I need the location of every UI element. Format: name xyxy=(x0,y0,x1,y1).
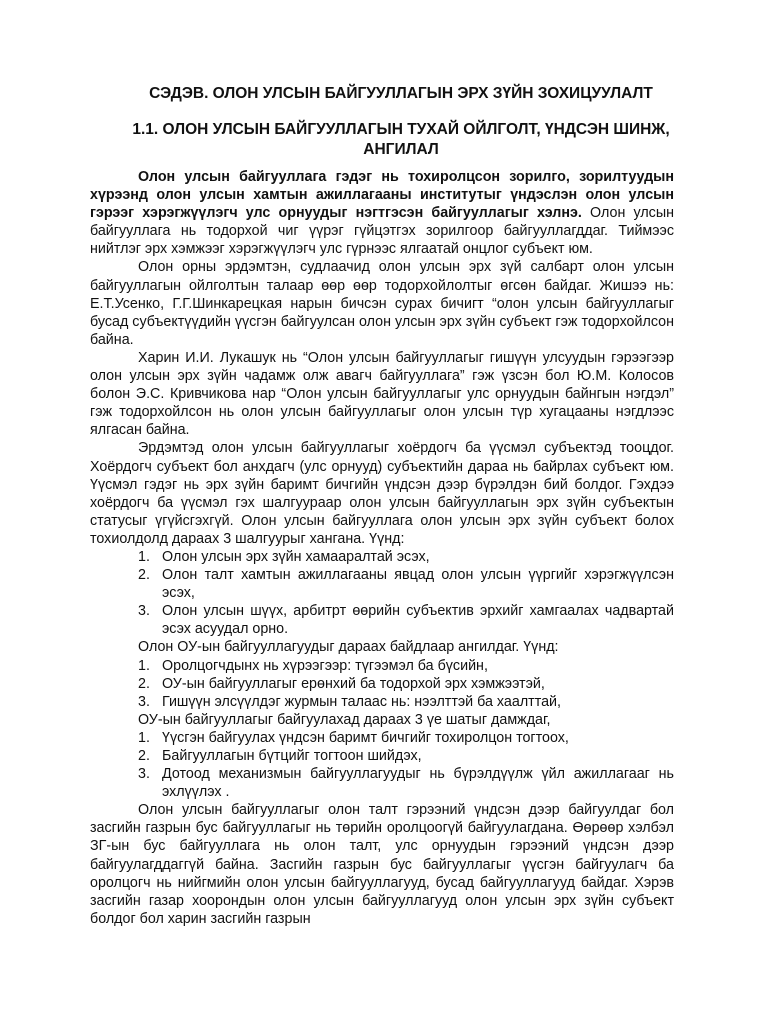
list-number: 3. xyxy=(138,603,150,620)
list-number: 1. xyxy=(138,548,150,565)
list-text: Олон талт хамтын ажиллагааны явцад олон улсын үүргийг хэрэгжүүлсэн эсэх, xyxy=(162,567,674,602)
list-number: 2. xyxy=(138,748,150,764)
list-text: ОУ-ын байгууллагыг ерөнхий ба тодорхой эрх хэмжээтэй, xyxy=(162,675,545,692)
paragraph: Олон улсын байгууллагыг олон талт гэрээний үндсэн дээр байгуулдаг бол засгийн газрын бус байгууллагыг нь төрийн оролцоогүй байгуулагдана. Өөрөөр хэлбэл ЗГ-ын бус байгууллага нь олон талт, улс орнуудын гэрээний үндсэн дээр байгуулагддаггүй байна. Засгийн газрын бус байгууллагыг үүсгэн байгуулагч ба оролцогч нь нийгмийн олон улсын байгууллагууд, бусад байгууллагууд байдаг. Хэрэв засгийн газар хоорондын олон улсын байгууллагууд олон улсын эрх зүйн субъект болдог бол харин засгийн газрын xyxy=(90,802,674,927)
list-item xyxy=(90,675,674,693)
list-text: Гишүүн элсүүлдэг журмын талаас нь: нээлттэй ба хаалттай, xyxy=(162,693,562,710)
list-item xyxy=(90,548,674,566)
list-text: Оролцогчдынх нь хүрээгээр: түгээмэл ба бүсийн, xyxy=(162,657,488,674)
paragraph: ОУ-ын байгууллагыг байгуулахад дараах 3 үе шатыг дамждаг, xyxy=(138,711,551,728)
list-number: 1. xyxy=(138,657,150,674)
stages-list xyxy=(90,729,674,801)
section-heading: 1.1. ОЛОН УЛСЫН БАЙГУУЛЛАГЫН ТУХАЙ ОЙЛГОЛТ, ҮНДСЭН ШИНЖ, АНГИЛАЛ xyxy=(132,121,670,158)
list-item xyxy=(90,765,674,801)
definition-bold-text: Олон улсын байгууллага гэдэг нь тохиролцсон зорилго, зорилтуудын хүрээнд олон улсын хамтын ажиллагааны институтыг үндэслэн олон улсын гэрээг хэрэгжүүлэгч улс орнуудыг нэгтгэсэн байгууллагыг хэлнэ. xyxy=(90,169,674,222)
list-text: Олон улсын шүүх, арбитрт өөрийн субъектив эрхийг хамгаалах чадвартай эсэх асуудал орно. xyxy=(162,603,674,638)
list-number: 1. xyxy=(138,729,150,746)
list-number: 3. xyxy=(138,693,150,710)
paragraph: Харин И.И. Лукашук нь “Олон улсын байгууллагыг гишүүн улсуудын гэрээгээр олон улсын эрх зүйн чадамж олж авагч байгууллага” гэж үзсэн бол Ю.М. Колосов болон Э.С. Кривчикова нар “Олон улсын байгууллагыг улс орнуудын байнгын нэгдэл” гэж тодорхойлсон нь олон улсын байгууллагыг олон улсын түр хугацааны нэгдлээс ялгасан байна. xyxy=(90,349,674,439)
list-text: Дотоод механизмын байгууллагуудыг нь бүрэлдүүлж үйл ажиллагааг нь эхлүүлэх . xyxy=(162,766,674,801)
criteria-list xyxy=(90,548,674,638)
list-item xyxy=(90,729,674,747)
document-title: СЭДЭВ. ОЛОН УЛСЫН БАЙГУУЛЛАГЫН ЭРХ ЗҮЙН ЗОХИЦУУЛАЛТ xyxy=(149,85,653,102)
list-text: Олон улсын эрх зүйн хамааралтай эсэх, xyxy=(162,548,430,565)
document-body xyxy=(90,168,674,928)
list-item xyxy=(90,566,674,602)
paragraph: Олон ОУ-ын байгууллагуудыг дараах байдлаар ангилдаг. Үүнд: xyxy=(138,639,559,656)
list-item xyxy=(90,657,674,675)
list-number: 3. xyxy=(138,766,150,783)
paragraph: Олон орны эрдэмтэн, судлаачид олон улсын эрх зүй салбарт олон улсын байгууллагын ойлголтын талаар өөр өөр тодорхойлолтыг өгсөн байдаг. Жишээ нь: Е.Т.Усенко, Г.Г.Шинкарецкая нарын бичсэн сурах бичигт “олон улсын байгууллагыг бусад субъектүүдийн үүсгэн байгуулсан олон улсын эрх зүйн субъект гэж тодорхойлсон байна. xyxy=(90,259,674,348)
classification-list xyxy=(90,657,674,711)
list-number: 2. xyxy=(138,567,150,584)
list-item xyxy=(90,747,674,765)
list-text: Байгууллагын бүтцийг тогтоон шийдэх, xyxy=(162,748,422,764)
list-text: Үүсгэн байгуулах үндсэн баримт бичгийг тохиролцон тогтоох, xyxy=(162,729,569,746)
paragraph: Эрдэмтэд олон улсын байгууллагыг хоёрдогч ба үүсмэл субъектэд тооцдог. Хоёрдогч субъект бол анхдагч (улс орнууд) субъектийн дараа нь байрлах субъект юм. Үүсмэл гэдэг нь эрх зүйн баримт бичгийн үндсэн дээр бүрэлдэн бий болдог. Гэхдээ хоёрдогч ба үүсмэл гэх шалгуураар олон улсын байгууллагын эрх зүйн субъектын статусыг үгүйсгэхгүй. Олон улсын байгууллага олон улсын эрх зүйн субъект болох тохиолдолд дараах 3 шалгуурыг хангана. Үүнд: xyxy=(90,440,674,547)
list-number: 2. xyxy=(138,675,150,692)
definition-rest-text: Олон улсын байгууллага нь тодорхой чиг үүрэг гүйцэтгэх зорилгоор байгууллагддаг. Тиймээс нийтлэг эрх хэмжээг хэрэгжүүлэгч улс гүрнээс ялгаатай онцлог субъект юм. xyxy=(90,205,674,258)
paragraph-definition xyxy=(90,168,674,258)
list-item xyxy=(90,693,674,711)
list-item xyxy=(90,602,674,638)
